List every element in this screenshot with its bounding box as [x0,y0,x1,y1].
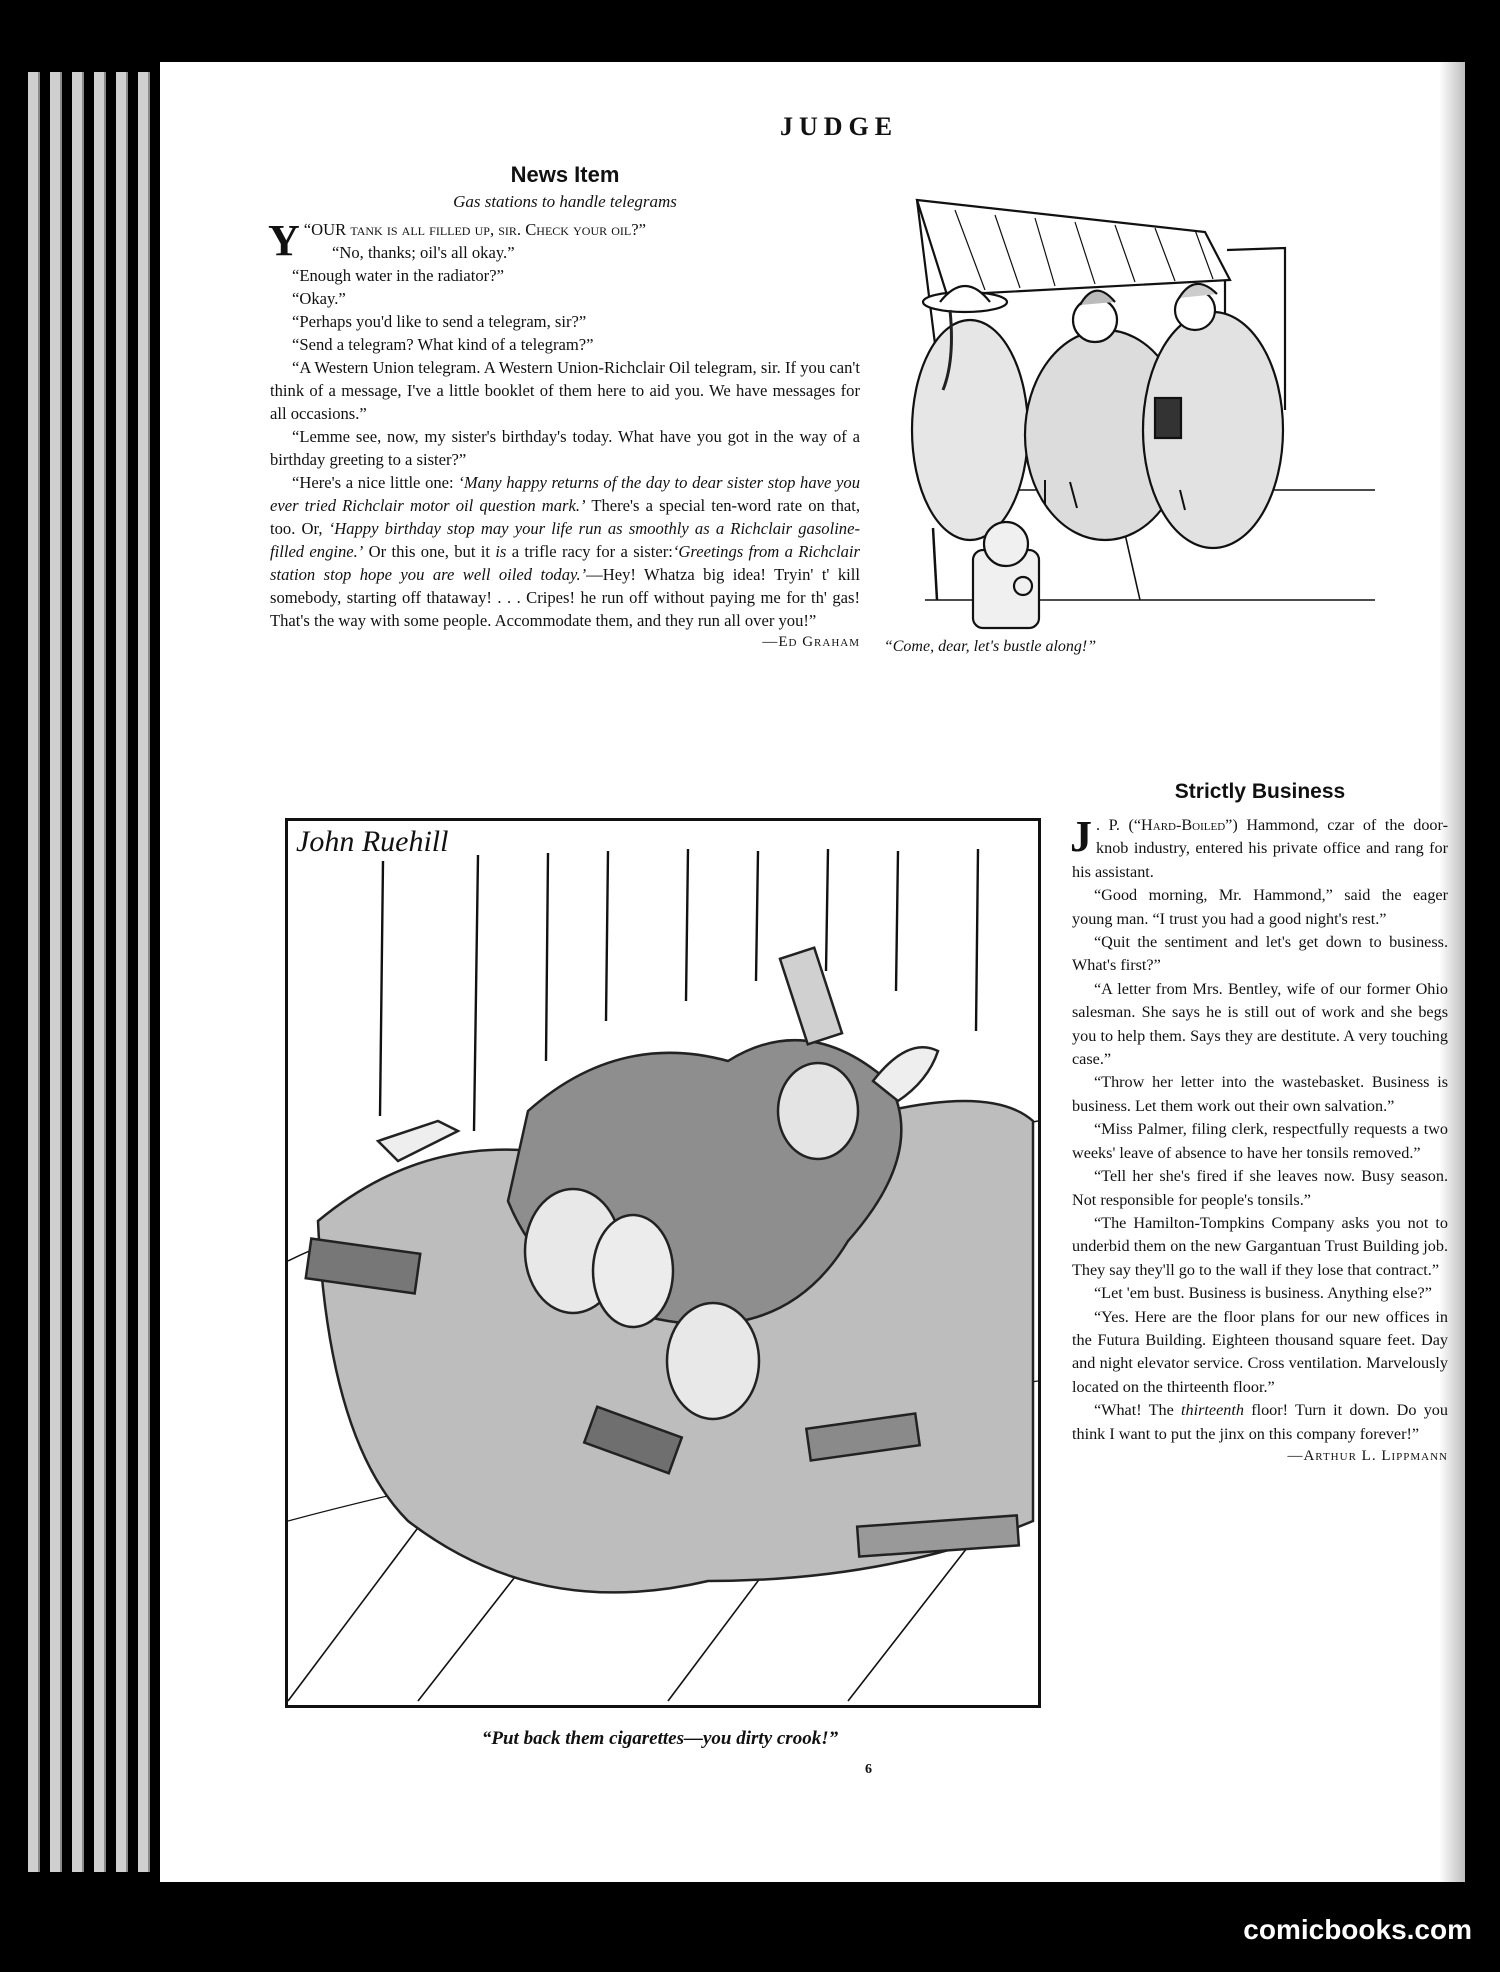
article-subtitle: Gas stations to handle telegrams [453,192,677,211]
article-paragraph: “Throw her letter into the wastebasket. Business is business. Let them work out their own salvation.” [1072,1073,1448,1115]
article-paragraph: “A Western Union telegram. A Western Union-Richclair Oil telegram, sir. If you can't think of a message, I've a little booklet of them here to aid you. We have messages for all occasions.” [270,358,860,423]
article-paragraph: “The Hamilton-Tompkins Company asks you not to underbid them on the new Gargantuan Trust Building job. They say they'll go to the wall if they lose that contract.” [1072,1213,1448,1279]
watermark: comicbooks.com [1243,1914,1472,1945]
drop-cap: Y [268,216,300,265]
article-title: News Item [510,162,620,187]
cartoon-cigarette-scramble [285,818,1041,1708]
article-paragraph: “Okay.” [292,289,346,308]
drop-cap: J [1070,812,1092,861]
article-paragraph: “Yes. Here are the floor plans for our new offices in the Futura Building. Eighteen thousand square feet. Day and night elevator service. Cross ventilation. Marvelously located on the thirteenth floor.” [1072,1307,1448,1396]
magazine-page [160,62,1465,1882]
article-title: Strictly Business [1174,780,1346,803]
cartoonist-signature: John Ruehill [296,825,449,858]
article-paragraph: “Miss Palmer, filing clerk, respectfully requests a two weeks' leave of absence to have her tonsils removed.” [1072,1120,1448,1162]
article-paragraph: “What! The thirteenth floor! Turn it down. Do you think I want to put the jinx on this company forever!” [1072,1401,1448,1443]
article-paragraph: “Enough water in the radiator?” [292,266,504,285]
article-paragraph: “Tell her she's fired if she leaves now. Busy season. Not responsible for people's tonsils.” [1072,1167,1448,1209]
cartoon-caption: “Come, dear, let's bustle along!” [883,638,1097,655]
article-byline: —Ed Graham [762,634,860,650]
article-paragraph: “No, thanks; oil's all okay.” [332,243,515,262]
article-paragraph: “Good morning, Mr. Hammond,” said the eager young man. “I trust you had a good night's rest.” [1072,886,1448,928]
article-body [1072,814,1448,1446]
article-paragraph: “Perhaps you'd like to send a telegram, sir?” [292,312,587,331]
news-item-article [270,162,860,651]
article-paragraph: “Let 'em bust. Business is business. Anything else?” [1094,1284,1432,1303]
strictly-business-article [1072,780,1448,1465]
article-paragraph: “Here's a nice little one: ‘Many happy returns of the day to dear sister stop have you ever tried Richclair motor oil question mark.’ There's a special ten-word rate on that, too. Or, ‘Happy birthday stop may your life run as smoothly as a Richclair gasoline-filled engine.’ Or this one, but it is a trifle racy for a sister:‘Greetings from a Richclair station stop hope you are well oiled today.’—Hey! Whatza big idea! Tryin' t' kill somebody, starting off thataway! . . . Cripes! he run off without paying me for th' gas! That's the way with some people. Accommodate them, and they run all over you!” [270,473,860,630]
cartoon-caption: “Put back them cigarettes—you dirty crook!” [481,1728,839,1749]
page-number: 6 [865,1762,872,1777]
book-page-edges [28,72,178,1872]
masthead: JUDGE [780,112,899,141]
article-paragraph: J . P. (“Hard-Boiled”) Hammond, czar of the door-knob industry, entered his private office and rang for his assistant. [1070,812,1448,881]
article-paragraph: “Lemme see, now, my sister's birthday's today. What have you got in the way of a birthday greeting to a sister?” [270,427,860,469]
article-paragraph: “Send a telegram? What kind of a telegram?” [292,335,594,354]
cartoon-bustle-ladies [895,160,1395,630]
article-paragraph: “Quit the sentiment and let's get down to business. What's first?” [1072,933,1448,975]
article-body [270,218,860,632]
article-paragraph: “A letter from Mrs. Bentley, wife of our former Ohio salesman. She says he is still out of work and she begs you to help them. Says they are destitute. A very touching case.” [1072,979,1448,1069]
article-byline: —Arthur L. Lippmann [1287,1447,1448,1464]
article-paragraph: “ Y OUR tank is all filled up, sir. Check your oil?” [268,216,646,265]
